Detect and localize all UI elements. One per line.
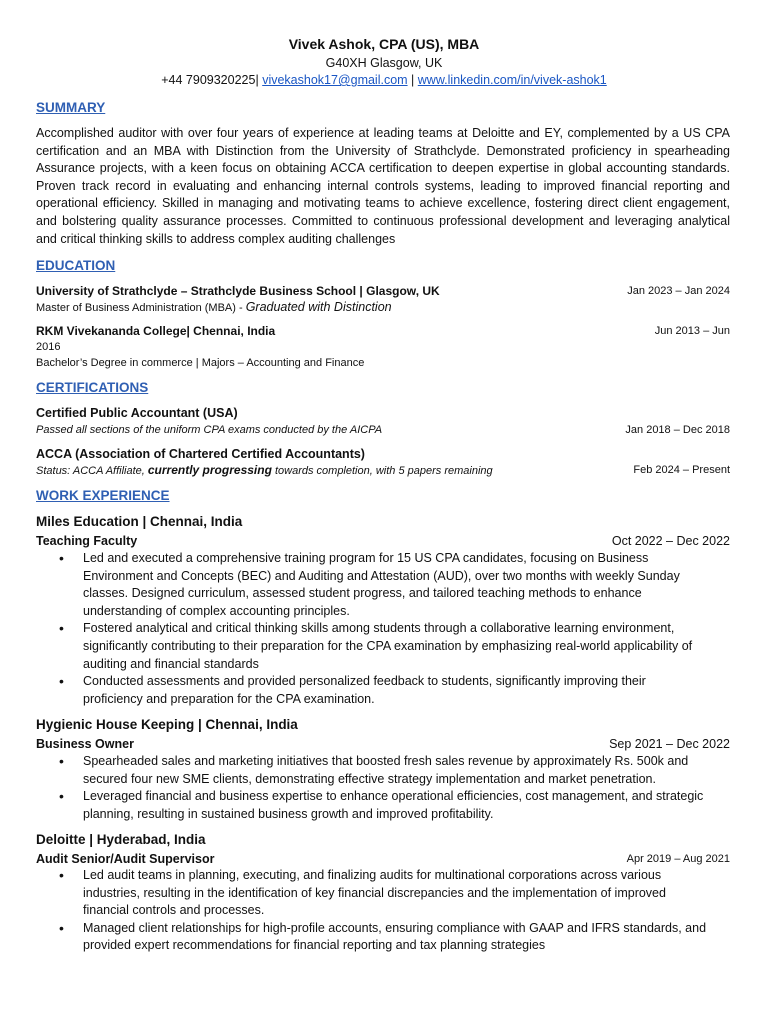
- certification-dates: Jan 2018 – Dec 2018: [625, 424, 730, 436]
- list-item: • Conducted assessments and provided personalized feedback to students, significantly improving their proficiency and preparation for the CPA examination.: [83, 673, 731, 708]
- job-dates: Oct 2022 – Dec 2022: [611, 534, 730, 548]
- education-honor: Graduated with Distinction: [245, 300, 392, 314]
- linkedin-link[interactable]: www.linkedin.com/in/vivek-ashok1: [417, 73, 607, 87]
- job-bullet-list: [83, 753, 731, 823]
- certification-dates: Feb 2024 – Present: [633, 464, 730, 476]
- certification-detail: Passed all sections of the uniform CPA exams conducted by the AICPA: [36, 424, 383, 436]
- list-item: • Spearheaded sales and marketing initiatives that boosted fresh sales revenue by approximately Rs. 500k and secured four new SME clients, demonstrating effective strategy implementation and market penetration.: [83, 753, 731, 788]
- address: G40XH Glasgow, UK: [325, 56, 443, 70]
- separator: |: [407, 73, 418, 87]
- job-bullet-list: [83, 867, 731, 955]
- summary-heading: SUMMARY: [36, 100, 106, 115]
- summary-text: Accomplished auditor with over four years of experience at leading teams at Deloitte and EY, complemented by a US CPA certification and an MBA with Distinction from the University of Strathclyde. Demonstrated proficiency in spearheading Assurance projects, with a keen focus on obtaining ACCA certification to deepen expertise in global accounting standards. Proven track record in evaluating and enhancing internal controls systems, leading to improved financial reporting and operational efficiency. Skilled in managing and motivating teams to achieve excellence, fostering direct client engagement, and bolstering quality assurance processes. Committed to continuous professional development and leveraging analytical and critical thinking skills to address complex auditing challenges: [36, 126, 730, 246]
- job-bullet-list: [83, 550, 731, 708]
- education-dates: Jan 2023 – Jan 2024: [627, 285, 730, 297]
- candidate-name: Vivek Ashok, CPA (US), MBA: [288, 36, 480, 52]
- job-role: Teaching Faculty: [36, 534, 138, 548]
- list-item: • Leveraged financial and business expertise to enhance operational efficiencies, cost management, and strategic planning, resulting in sustained business growth and improved profitability.: [83, 788, 731, 823]
- job-organization: Miles Education | Chennai, India: [36, 514, 243, 529]
- list-item: • Fostered analytical and critical thinking skills among students through a collaborative learning environment, significantly contributing to their preparation for the CPA examination by emphasizing real-world applicability of auditing and financial standards: [83, 620, 731, 673]
- email-link[interactable]: vivekashok17@gmail.com: [262, 73, 408, 87]
- phone-number: +44 7909320225: [161, 73, 256, 87]
- education-degree: Bachelor’s Degree in commerce | Majors – Accounting and Finance: [36, 357, 365, 369]
- certification-title: ACCA (Association of Chartered Certified Accountants): [36, 447, 365, 461]
- work-experience-heading: WORK EXPERIENCE: [36, 488, 170, 503]
- list-item: • Led audit teams in planning, executing, and finalizing audits for multinational corporations across various industries, resulting in the identification of key financial discrepancies and the implementation of improved financial controls and processes.: [83, 867, 731, 920]
- education-institution: RKM Vivekananda College| Chennai, India: [36, 324, 276, 338]
- job-organization: Deloitte | Hyderabad, India: [36, 832, 206, 847]
- list-item: • Managed client relationships for high-profile accounts, ensuring compliance with GAAP and IFRS standards, and provided expert recommendations for financial reporting and tax planning strategies: [83, 920, 731, 955]
- certifications-heading: CERTIFICATIONS: [36, 380, 149, 395]
- job-role: Audit Senior/Audit Supervisor: [36, 852, 215, 866]
- job-dates: Sep 2021 – Dec 2022: [609, 737, 730, 751]
- contact-line: [0, 72, 768, 88]
- certification-title: Certified Public Accountant (USA): [36, 406, 238, 420]
- job-dates: Apr 2019 – Aug 2021: [626, 853, 730, 865]
- education-degree: Master of Business Administration (MBA) - Graduated with Distinction: [36, 300, 392, 314]
- education-institution: University of Strathclyde – Strathclyde Business School | Glasgow, UK: [36, 284, 440, 298]
- list-item: • Led and executed a comprehensive training program for 15 US CPA candidates, focusing on Business Environment and Concepts (BEC) and Auditing and Attestation (AUD), over two months with weekly Sunday classes. Designed curriculum, assessed student progress, and tailored teaching methods to enhance understanding of complex accounting principles.: [83, 550, 731, 620]
- education-heading: EDUCATION: [36, 258, 116, 273]
- separator: |: [255, 73, 263, 87]
- job-role: Business Owner: [36, 737, 134, 751]
- education-dates: Jun 2013 – Jun: [654, 325, 730, 337]
- job-organization: Hygienic House Keeping | Chennai, India: [36, 717, 298, 732]
- certification-detail: Status: ACCA Affiliate, currently progressing towards completion, with 5 papers remaining: [36, 463, 493, 477]
- education-dates-continued: 2016: [36, 341, 61, 353]
